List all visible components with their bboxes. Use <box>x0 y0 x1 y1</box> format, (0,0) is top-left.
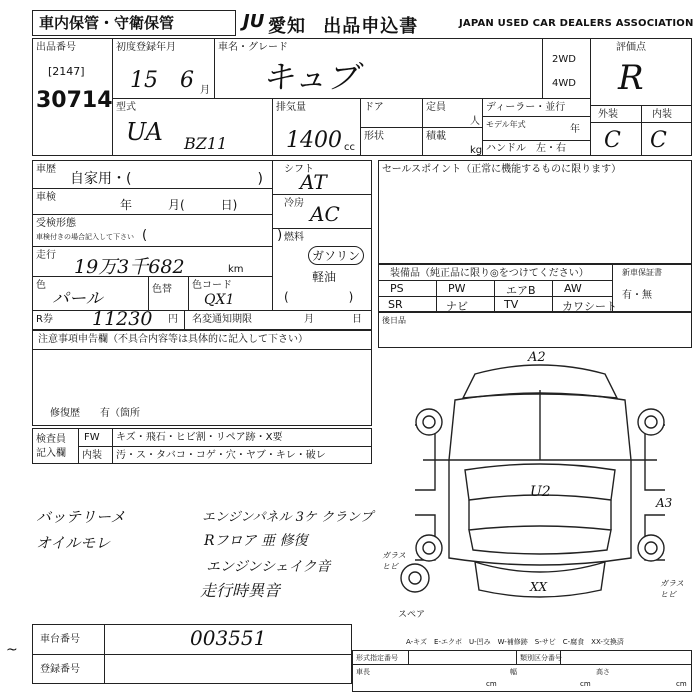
left-glass-note: ガラス ヒビ <box>382 551 406 571</box>
displacement-value: 1400 <box>286 128 342 153</box>
interior-check-items: 汚・ス・タバコ・コゲ・穴・ヤブ・キレ・破レ <box>116 450 326 461</box>
recycle-value: 11230 <box>92 308 153 330</box>
region-name: 愛知 <box>268 16 306 37</box>
corner-mark: ~ <box>6 642 18 658</box>
association-name: JAPAN USED CAR DEALERS ASSOCIATION <box>459 18 694 29</box>
fuel-label: 燃料 <box>284 232 304 243</box>
model-year-label: モデル年式 <box>486 120 526 129</box>
equipment-label: 装備品（純正品に限り◎をつけてください） <box>390 268 589 279</box>
sales-point-label: セールスポイント（正常に機能するものに限ります） <box>382 164 622 175</box>
mileage-unit: km <box>228 264 244 275</box>
model-value: UA <box>126 118 163 146</box>
equipment-item: エアB <box>506 284 536 297</box>
fw-label: FW <box>84 432 100 443</box>
rear-glass <box>469 526 611 554</box>
damage-legend: A-キズ E-エクボ U-凹み W-補修跡 S-サビ C-腐食 XX-交換済 <box>406 638 624 646</box>
note-oil-leak: オイルモレ <box>36 534 111 552</box>
color-value: パール <box>52 289 103 309</box>
note-engine-panel: エンジンパネル 3ケ クランプ <box>202 510 373 525</box>
color-label: 色 <box>36 280 46 291</box>
lot-label: 出品番号 <box>36 42 76 53</box>
mileage-label: 走行 <box>36 250 56 261</box>
inspection-label: 車検 <box>36 192 56 203</box>
reg-year: 15 <box>130 68 158 93</box>
ju-logo: JU <box>243 11 265 32</box>
note-engine-shake: エンジンシェイク音 <box>206 559 331 575</box>
mark-rear: XX <box>530 580 548 594</box>
fw-items: キズ・飛石・ヒビ割・リペア跡・X要 <box>116 432 283 443</box>
note-rear-floor: Rフロア 亜 修復 <box>204 533 308 549</box>
load-unit: kg <box>470 145 483 156</box>
equipment-item: PS <box>390 282 404 295</box>
width-label: 幅 <box>510 668 517 676</box>
handle-label: ハンドル 左・右 <box>486 143 566 154</box>
model-label: 型式 <box>116 102 136 113</box>
interior-label: 内装 <box>652 109 672 120</box>
after-day-box <box>378 312 692 348</box>
equipment-item: ナビ <box>446 300 468 313</box>
cabin-outline <box>449 460 631 565</box>
color-code-value: QX1 <box>204 292 235 308</box>
shift-value: AT <box>300 170 327 194</box>
month-unit: 月 <box>200 85 210 96</box>
equipment-item: AW <box>564 282 582 295</box>
equipment-item: PW <box>448 282 466 295</box>
check-type-label: 受検形態 <box>36 218 76 229</box>
drive-4wd: 4WD <box>552 78 576 89</box>
fuel-gasoline: ガソリン <box>308 246 364 265</box>
ac-label: 冷房 <box>284 198 304 209</box>
class-cert-label: 類別区分番号 <box>520 654 562 662</box>
reg-number-label: 登録番号 <box>40 664 80 675</box>
repair-label: 修復歴 有（箇所 <box>50 408 140 419</box>
fuel-diesel: 軽油 <box>312 270 337 284</box>
notice-day: 日 <box>352 314 362 325</box>
shift-label: シフト <box>284 164 314 175</box>
notice-month: 月 <box>304 314 314 325</box>
inspector-label: 検査員 <box>36 434 66 445</box>
ac-value: AC <box>310 202 340 226</box>
car-name-value: キュブ <box>262 58 359 96</box>
exterior-label: 外装 <box>598 109 618 120</box>
reg-month: 6 <box>180 68 194 93</box>
reg-date-label: 初度登録年月 <box>116 42 176 53</box>
car-damage-diagram <box>395 350 685 615</box>
model-code: BZ11 <box>184 134 228 153</box>
displacement-label: 排気量 <box>276 102 306 113</box>
mileage-value: 19万3千682 <box>74 256 185 278</box>
door-label: ドア <box>364 102 384 113</box>
history-value: 自家用・( ) <box>70 171 263 187</box>
main-title: 出品申込書 <box>323 16 419 37</box>
entry-label: 記入欄 <box>36 448 66 459</box>
drive-2wd: 2WD <box>552 54 576 65</box>
right-glass-note: ガラス ヒビ <box>660 579 684 599</box>
equipment-item: カワシート <box>562 300 617 313</box>
length-unit: cm <box>486 680 497 688</box>
length-label: 車長 <box>356 668 370 676</box>
year-unit: 年 <box>570 124 580 135</box>
notice-label: 名変通知期限 <box>192 314 252 325</box>
sales-point-box <box>378 160 692 264</box>
notes-label: 注意事項申告欄（不具合内容等は具体的に記入して下さい） <box>38 334 308 345</box>
note-driving-noise: 走行時異音 <box>200 581 281 600</box>
check-type-sub: 車検付きの場合記入して下さい <box>36 233 134 241</box>
inspection-value: 年 月( 日) <box>120 198 238 212</box>
mark-roof: U2 <box>530 484 551 500</box>
equipment-item: SR <box>388 298 403 311</box>
form-title <box>268 12 418 38</box>
fuel-other: ( ) <box>284 290 354 304</box>
equipment-item: TV <box>504 298 519 311</box>
color-code-label: 色コード <box>192 280 232 291</box>
rating-label: 評価点 <box>616 42 646 53</box>
shape-label: 形状 <box>364 131 384 142</box>
lot-bracket: [2147] <box>48 65 85 78</box>
load-label: 積載 <box>426 131 446 142</box>
height-unit: cm <box>676 680 687 688</box>
spare-label: スペア <box>398 610 426 620</box>
displacement-unit: cc <box>344 142 355 153</box>
note-battery: バッテリーメ <box>36 508 126 526</box>
recycle-label: R券 <box>36 314 53 325</box>
color-swap-label: 色替 <box>152 284 172 295</box>
check-type-value: ( ) <box>142 228 283 243</box>
mark-front: A2 <box>528 350 546 365</box>
width-unit: cm <box>580 680 591 688</box>
height-label: 高さ <box>596 668 610 676</box>
lot-number: 30714 <box>36 88 113 113</box>
after-day-label: 後日品 <box>382 316 406 325</box>
recycle-unit: 円 <box>168 314 178 325</box>
exterior-grade: C <box>604 128 621 153</box>
chassis-value: 003551 <box>190 626 267 650</box>
mark-right-side: A3 <box>656 496 673 510</box>
interior-grade: C <box>650 128 667 153</box>
capacity-label: 定員 <box>426 102 446 113</box>
dealer-label: ディーラー・並行 <box>486 102 566 113</box>
type-cert-label: 形式指定番号 <box>356 654 398 662</box>
history-label: 車歴 <box>36 164 56 175</box>
car-name-label: 車名・グレード <box>218 42 288 53</box>
warranty-value: 有・無 <box>622 290 652 301</box>
warranty-label: 新車保証書 <box>622 268 662 277</box>
rating-value: R <box>618 58 644 98</box>
capacity-unit: 人 <box>470 116 480 127</box>
storage-title: 車内保管・守衛保管 <box>32 10 236 36</box>
interior-check-label: 内装 <box>82 450 102 461</box>
chassis-label: 車台番号 <box>40 634 80 645</box>
